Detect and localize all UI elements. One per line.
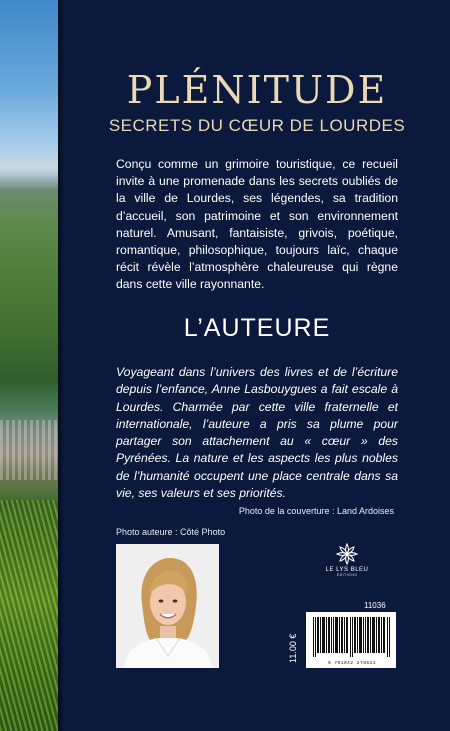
- isbn-number: 9 791042 278621: [327, 661, 376, 666]
- cover-photo-credit: Photo de la couverture : Land Ardoises: [238, 506, 394, 516]
- foliage-texture: [0, 500, 58, 731]
- author-photo-credit: Photo auteure : Côté Photo: [116, 527, 226, 537]
- barcode-bars: [313, 617, 391, 657]
- publisher-tagline: ÉDITIONS: [336, 573, 358, 577]
- author-heading: L’AUTEURE: [183, 314, 331, 342]
- reference-code: 11036: [364, 601, 386, 610]
- author-portrait: [116, 544, 219, 668]
- lily-flower-icon: [335, 542, 359, 566]
- price-label: 11.00 €: [288, 633, 298, 663]
- book-blurb: Conçu comme un grimoire touristique, ce recueil invite à une promenade dans les secrets oubliés de la ville de Lourdes, ses légendes, sa tradition d’accueil, son patrimoine et son environnement naturel. Amusant, fantaisiste, grivois, poétique, romantique, philosophique, toujours laïc, chaque récit révèle l’atmosphère chaleureuse qui règne dans cette ville rayonnante.: [116, 157, 398, 292]
- publisher-name: LE LYS BLEU: [325, 567, 369, 573]
- author-bio: Voyageant dans l’univers des livres et de l’écriture depuis l’enfance, Anne Lasbouygues a fait escale à Lourdes. Charmée par cette ville fraternelle et internationale, l’auteure a pris sa plume pour partager son attachement au « cœur » des Pyrénées. La nature et les aspects les plus nobles de l’humanité occupent une place centrale dans sa vie, ses valeurs et ses priorités.: [116, 365, 398, 501]
- mountain-haze: [0, 160, 58, 190]
- isbn-barcode: [306, 612, 396, 668]
- publisher-logo: [320, 542, 374, 577]
- village-texture: [0, 420, 58, 480]
- cover-landscape-photo: [0, 0, 58, 731]
- book-subtitle: SECRETS DU CŒUR DE LOURDES: [108, 116, 406, 135]
- book-title: PLÉNITUDE: [126, 68, 388, 112]
